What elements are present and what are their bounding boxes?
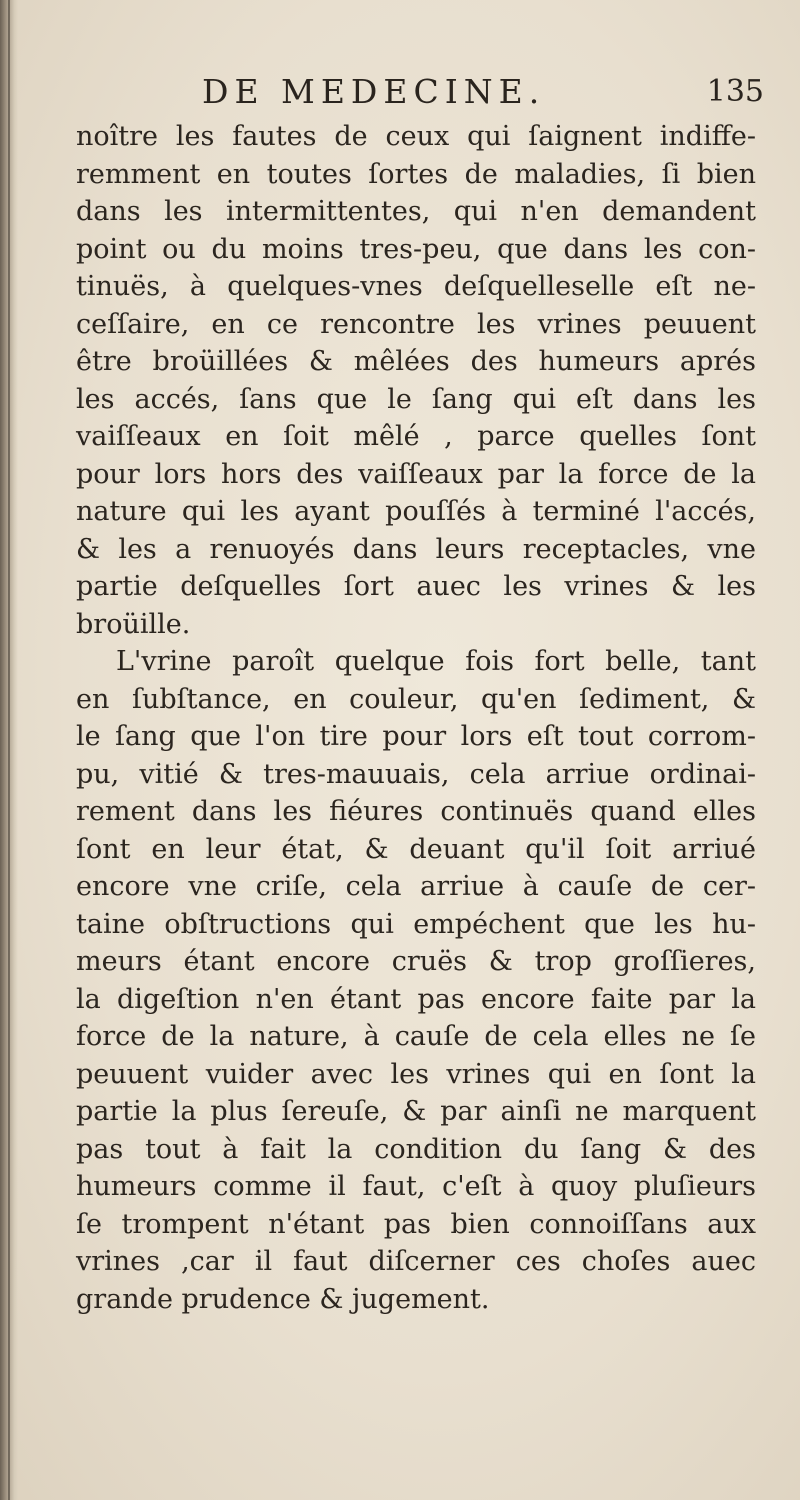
text-line: vaiſſeaux en ſoit mêlé , parce quelles ſont [76, 421, 756, 452]
running-head [74, 72, 764, 116]
text-line: en ſubſtance, en couleur, qu'en ſediment, & [76, 683, 756, 715]
text-line: le ſang que l'on tire pour lors eſt tout corrom- [76, 721, 756, 752]
text-line: grande prudence & jugement. [76, 1283, 490, 1315]
text-line: dans les intermittentes, qui n'en demandent [76, 196, 756, 227]
text-line: partie la plus ſereuſe, & par ainſi ne marquent [76, 1096, 756, 1127]
running-head-title: DE MEDECINE. [202, 72, 546, 111]
text-line: L'vrine paroît quelque fois fort belle, tant [116, 646, 756, 677]
text-line: tinuës, à quelques-vnes deſquelleselle eſt ne- [76, 271, 756, 302]
text-line: la digeſtion n'en étant pas encore faite par la [76, 983, 756, 1015]
text-line: force de la nature, à cauſe de cela elles ne ſe [76, 1021, 756, 1052]
text-line: taine obſtructions qui empéchent que les hu- [76, 908, 756, 940]
paragraph-1 [76, 118, 756, 643]
text-line: les accés, ſans que le ſang qui eſt dans les [76, 383, 756, 415]
text-line: point ou du moins tres-peu, que dans les con- [76, 233, 756, 265]
text-line: humeurs comme il faut, c'eſt à quoy pluſieurs [76, 1171, 756, 1202]
text-line: & les a renuoyés dans leurs receptacles, vne [76, 533, 756, 565]
text-line: pour lors hors des vaiſſeaux par la force de la [76, 458, 756, 490]
text-line: vrines ,car il faut diſcerner ces choſes auec [76, 1246, 756, 1277]
text-line: meurs étant encore cruës & trop groſſieres, [76, 946, 756, 977]
paragraph-2 [76, 643, 756, 1318]
text-line: remment en toutes ſortes de maladies, ſi bien [76, 158, 756, 190]
text-line: broüille. [76, 608, 191, 640]
text-line: pu, vitié & tres-mauuais, cela arriue ordinai- [76, 758, 756, 790]
text-line: ſont en leur état, & deuant qu'il ſoit arriué [76, 833, 756, 865]
text-line: peuuent vuider avec les vrines qui en ſont la [76, 1058, 756, 1090]
text-line: être broüillées & mêlées des humeurs aprés [76, 346, 756, 377]
text-line: nature qui les ayant pouſſés à terminé l'accés, [76, 496, 756, 527]
text-line: ſe trompent n'étant pas bien connoiſſans aux [76, 1208, 756, 1240]
body-text [76, 118, 756, 1318]
text-line: partie deſquelles ſort auec les vrines & les [76, 571, 756, 602]
text-line: noître les fautes de ceux qui ſaignent indiffe- [76, 121, 756, 152]
text-line: pas tout à fait la condition du ſang & des [76, 1133, 756, 1165]
text-line: rement dans les fiéures continuës quand elles [76, 796, 756, 827]
text-line: encore vne criſe, cela arriue à cauſe de cer- [76, 871, 756, 902]
binding-edge [8, 0, 10, 1500]
page-number: 135 [706, 74, 764, 109]
text-line: ceſſaire, en ce rencontre les vrines peuuent [76, 308, 756, 340]
